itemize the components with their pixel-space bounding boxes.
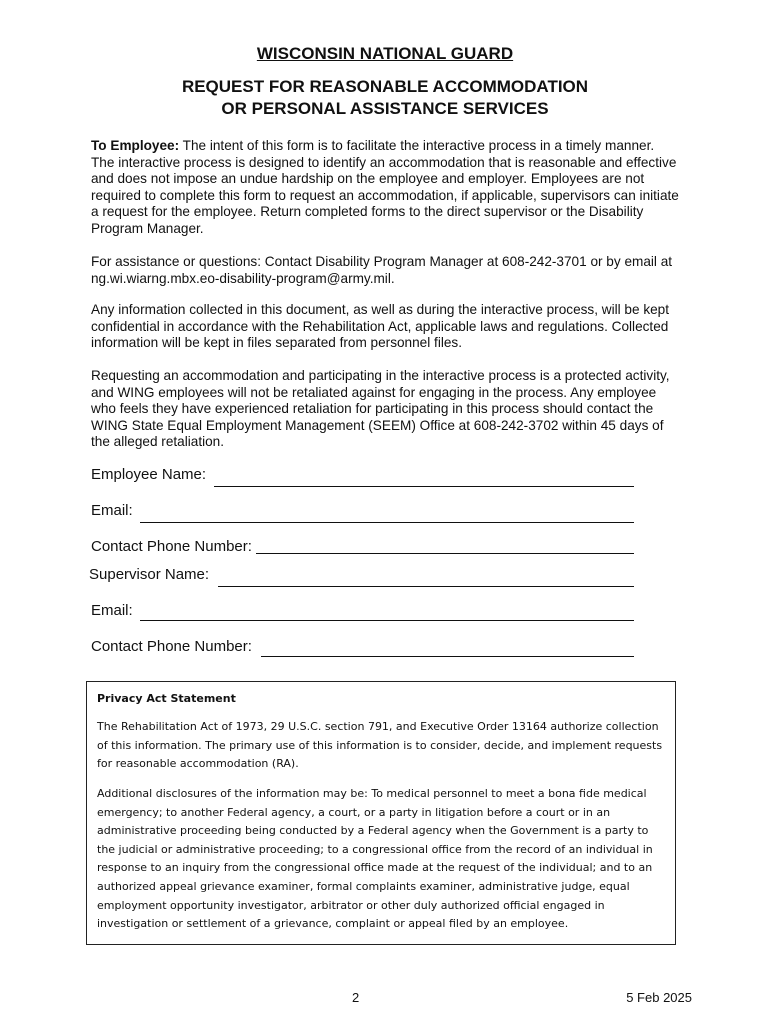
assistance-paragraph: For assistance or questions: Contact Disability Program Manager at 608-242-3701 or by email at ng.wi.wiarng.mbx.eo-disability-program@army.mil. <box>91 254 673 286</box>
form-title-line-2: OR PERSONAL ASSISTANCE SERVICES <box>221 99 549 118</box>
supervisor-name-line[interactable] <box>218 586 634 587</box>
employee-name-label: Employee Name: <box>91 466 207 483</box>
privacy-act-paragraph-1: The Rehabilitation Act of 1973, 29 U.S.C. section 791, and Executive Order 13164 authorize collection of this information. The primary use of this information is to consider, decide, and implement requests for reasonable accommodation (RA). <box>97 720 663 771</box>
employee-email-line[interactable] <box>140 522 634 523</box>
supervisor-phone-line[interactable] <box>261 656 634 657</box>
employee-email-label: Email: <box>91 502 133 519</box>
privacy-act-paragraph-2: Additional disclosures of the information may be: To medical personnel to meet a bona fide medical emergency; to another Federal agency, a court, or a party in litigation before a court or in an administrative proceeding being conducted by a Federal agency when the Government is a party to the judicial or administrative proceeding; to a congressional office from the record of an individual in response to an inquiry from the congressional office made at the request of the individual; and to an authorized appeal grievance examiner, formal complaints examiner, administrative judge, equal employment opportunity investigator, arbitrator or other duly authorized official engaged in investigation or settlement of a grievance, complaint or appeal filed by an employee. <box>97 787 653 931</box>
supervisor-email-line[interactable] <box>140 620 634 621</box>
privacy-act-heading: Privacy Act Statement <box>97 692 236 705</box>
supervisor-name-label: Supervisor Name: <box>89 566 210 583</box>
intro-paragraph <box>91 138 681 237</box>
confidentiality-paragraph: Any information collected in this document, as well as during the interactive process, will be kept confidential in accordance with the Rehabilitation Act, applicable laws and regulations. Collected information will be kept in files separated from personnel files. <box>91 302 670 350</box>
intro-text: The intent of this form is to facilitate the interactive process in a timely manner. The interactive process is designed to identify an accommodation that is reasonable and effective and does not impose an undue hardship on the employee and employer. Employees are not required to complete this form to request an accommodation, if applicable, supervisors can initiate a request for the employee. Return completed forms to the direct supervisor or the Disability Program Manager. <box>91 138 679 236</box>
retaliation-paragraph: Requesting an accommodation and participating in the interactive process is a protected activity, and WING employees will not be retaliated against for engaging in the process. Any employee who feels they have experienced retaliation for participating in this process should contact the WING State Equal Employment Management (SEEM) Office at 608-242-3702 within 45 days of the alleged retaliation. <box>91 368 670 449</box>
revision-date: 5 Feb 2025 <box>626 990 692 1005</box>
supervisor-email-label: Email: <box>91 602 133 619</box>
supervisor-phone-label: Contact Phone Number: <box>91 638 252 655</box>
organization-title: WISCONSIN NATIONAL GUARD <box>256 44 514 63</box>
privacy-act-box <box>86 681 676 945</box>
intro-lead: To Employee: <box>91 138 180 153</box>
form-title <box>0 76 770 120</box>
employee-phone-line[interactable] <box>256 553 634 554</box>
employee-name-line[interactable] <box>214 486 634 487</box>
employee-phone-label: Contact Phone Number: <box>91 538 252 555</box>
form-title-line-1: REQUEST FOR REASONABLE ACCOMMODATION <box>181 77 589 96</box>
page-number: 2 <box>352 990 360 1005</box>
